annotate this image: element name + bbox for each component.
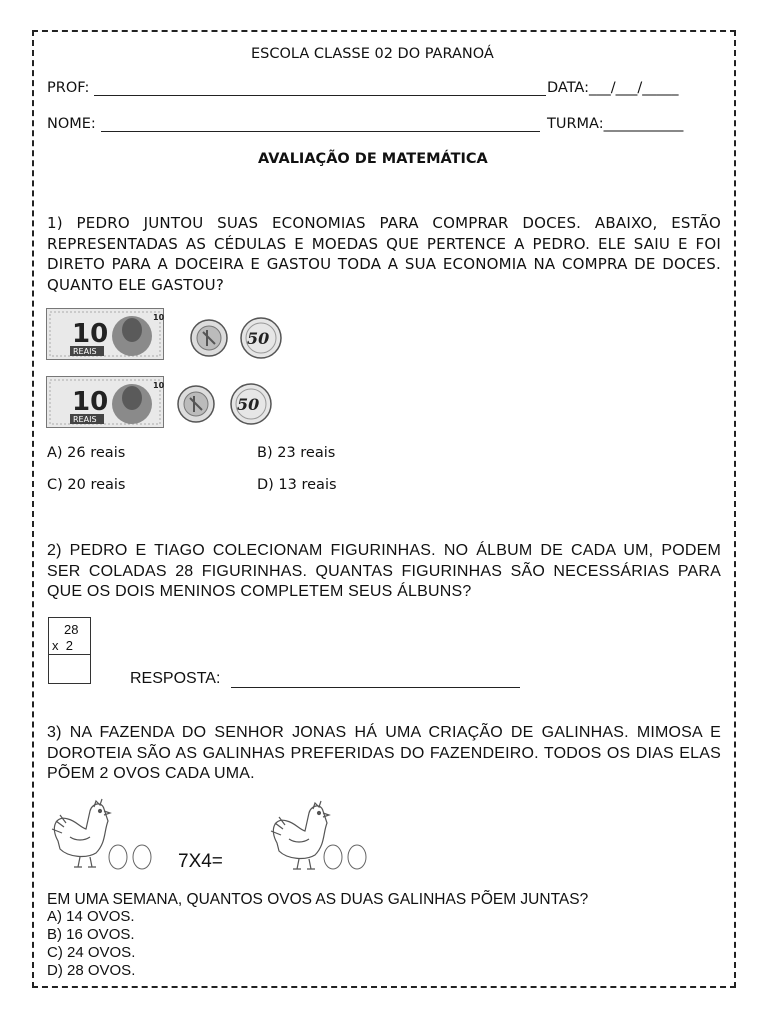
calc-top-number: 28	[64, 622, 79, 637]
coin-value: 50	[237, 395, 260, 414]
multiplication-expression: 7X4=	[178, 851, 223, 872]
q3-option-c[interactable]: C) 24 OVOS.	[47, 944, 136, 961]
note-value: 10	[72, 387, 109, 417]
prof-line	[94, 95, 546, 96]
calculation-top	[49, 618, 90, 655]
note-word: REAIS	[73, 415, 97, 424]
question-2-text: 2) PEDRO E TIAGO COLECIONAM FIGURINHAS. NO ÁLBUM DE CADA UM, PODEM SER COLADAS 28 FIGURINHAS. QUANTAS FIGURINHAS SÃO NECESSÁRIAS PARA QUE OS DOIS MENINOS COMPLETEM SEUS ÁLBUNS?	[47, 542, 721, 600]
coin-50-centavos	[238, 316, 284, 360]
coin-50-centavos	[228, 382, 274, 426]
note-value: 10	[72, 319, 109, 349]
coin-value: 50	[247, 329, 270, 348]
turma-label: TURMA:___________	[547, 116, 684, 132]
coin-1-real	[176, 384, 216, 424]
q1-option-c[interactable]: C) 20 reais	[47, 477, 126, 493]
nome-label: NOME:	[47, 116, 96, 132]
calc-multiplier: x 2	[52, 638, 73, 653]
note-word: REAIS	[73, 347, 97, 356]
q3-option-a[interactable]: A) 14 OVOS.	[47, 908, 135, 925]
question-3-text: 3) NA FAZENDA DO SENHOR JONAS HÁ UMA CRIAÇÃO DE GALINHAS. MIMOSA E DOROTEIA SÃO AS GALINHAS PREFERIDAS DO FAZENDEIRO. TODOS OS DIAS ELAS PÕEM 2 OVOS CADA UMA.	[47, 724, 721, 782]
answer-label: RESPOSTA:	[130, 670, 221, 687]
q3-option-b[interactable]: B) 16 OVOS.	[47, 926, 135, 943]
hen-with-eggs-2	[265, 799, 375, 873]
note-value-small: 10	[153, 313, 164, 322]
q1-option-d[interactable]: D) 13 reais	[257, 477, 337, 493]
question-3-prompt: EM UMA SEMANA, QUANTOS OVOS AS DUAS GALINHAS PÕEM JUNTAS?	[47, 891, 589, 908]
coin-1-real	[189, 318, 229, 358]
question-1-text: 1) PEDRO JUNTOU SUAS ECONOMIAS PARA COMPRAR DOCES. ABAIXO, ESTÃO REPRESENTADAS AS CÉDULAS E MOEDAS QUE PERTENCE A PEDRO. ELE SAIU E FOI DIRETO PARA A DOCEIRA E GASTOU TODA A SUA ECONOMIA NA COMPRA DE DOCES. QUANTO ELE GASTOU?	[47, 214, 721, 294]
page-title: AVALIAÇÃO DE MATEMÁTICA	[258, 151, 488, 167]
hen-with-eggs-1	[46, 797, 156, 871]
q3-option-d[interactable]: D) 28 OVOS.	[47, 962, 136, 979]
q1-option-b[interactable]: B) 23 reais	[257, 445, 336, 461]
calculation-box	[48, 617, 91, 684]
banknote-10-reais	[46, 308, 164, 360]
q1-option-a[interactable]: A) 26 reais	[47, 445, 126, 461]
school-name: ESCOLA CLASSE 02 DO PARANOÁ	[251, 46, 494, 62]
answer-line[interactable]	[231, 687, 520, 688]
note-value-small: 10	[153, 381, 164, 390]
data-label: DATA:___/___/_____	[547, 80, 679, 96]
nome-line	[101, 131, 540, 132]
prof-label: PROF:	[47, 80, 90, 96]
banknote-10-reais	[46, 376, 164, 428]
